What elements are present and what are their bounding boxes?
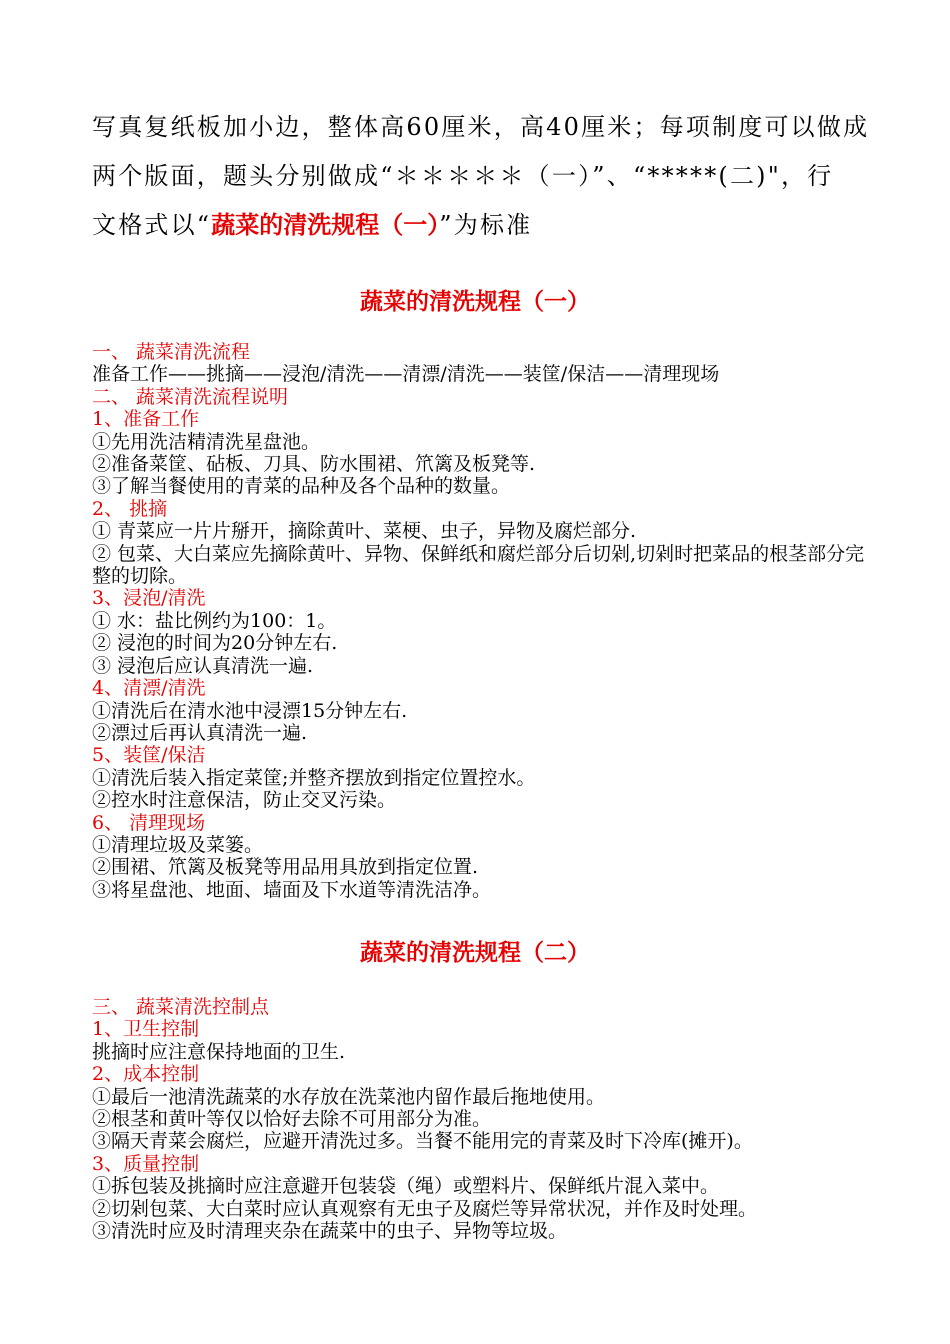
procedure-line: 准备工作——挑摘——浸泡/清洗——清漂/清洗——装筐/保洁——清理现场 bbox=[92, 363, 720, 386]
procedure-line: ①先用洗洁精清洗星盘池。 bbox=[92, 430, 321, 453]
intro-line-3 bbox=[92, 201, 872, 250]
procedure-line: ①最后一池清洗蔬菜的水存放在洗菜池内留作最后拖地使用。 bbox=[92, 1085, 606, 1108]
procedure-line: ②切剁包菜、大白菜时应认真观察有无虫子及腐烂等异常状况，并作及时处理。 bbox=[92, 1197, 758, 1220]
procedure-line: ①清洗后装入指定菜筐;并整齐摆放到指定位置控水。 bbox=[92, 766, 536, 789]
procedure-line: ③清洗时应及时清理夹杂在蔬菜中的虫子、异物等垃圾。 bbox=[92, 1220, 568, 1243]
intro-paragraph bbox=[92, 103, 872, 250]
procedure-line: 挑摘时应注意保持地面的卫生. bbox=[92, 1040, 346, 1063]
intro-line-2: 两个版面，题头分别做成“＊＊＊＊＊（一）”、“*****(二)"，行 bbox=[92, 162, 834, 190]
procedure-line: ① 水：盐比例约为100：1。 bbox=[92, 609, 337, 632]
section-heading: 二、 蔬菜清洗流程说明 bbox=[92, 385, 289, 408]
procedure-line: ①拆包装及挑摘时应注意避开包装袋（绳）或塑料片、保鲜纸片混入菜中。 bbox=[92, 1175, 720, 1198]
intro-highlight: 蔬菜的清洗规程（一） bbox=[211, 211, 440, 239]
intro-line-3-suffix: ”为标准 bbox=[439, 211, 533, 239]
procedure-line: ①清理垃圾及菜篓。 bbox=[92, 833, 264, 856]
procedure-line: ②控水时注意保洁，防止交叉污染。 bbox=[92, 789, 397, 812]
procedure-line: ③隔天青菜会腐烂，应避开清洗过多。当餐不能用完的青菜及时下冷库(摊开)。 bbox=[92, 1130, 753, 1153]
section-title-1: 蔬菜的清洗规程（一） bbox=[360, 289, 590, 315]
intro-line-1: 写真复纸板加小边，整体高60厘米，高40厘米；每项制度可以做成 bbox=[92, 113, 870, 141]
section-heading: 4、清漂/清洗 bbox=[92, 677, 206, 700]
procedure-line: ②围裙、笊篱及板凳等用品用具放到指定位置. bbox=[92, 856, 479, 879]
procedure-line: ② 浸泡的时间为20分钟左右. bbox=[92, 632, 338, 655]
procedure-line: ②根茎和黄叶等仅以恰好去除不可用部分为准。 bbox=[92, 1108, 492, 1131]
section-heading: 一、 蔬菜清洗流程 bbox=[92, 341, 251, 363]
procedure-line: ③了解当餐使用的青菜的品种及各个品种的数量。 bbox=[92, 475, 511, 498]
procedure-line: ① 青菜应一片片掰开，摘除黄叶、菜梗、虫子，异物及腐烂部分. bbox=[92, 520, 637, 543]
intro-line-3-prefix: 文格式以“ bbox=[92, 211, 212, 239]
procedure-part-2 bbox=[92, 996, 882, 1242]
procedure-line: ①清洗后在清水池中浸漂15分钟左右. bbox=[92, 699, 408, 722]
section-heading: 6、 清理现场 bbox=[92, 811, 206, 834]
procedure-part-1 bbox=[92, 341, 882, 901]
section-heading: 1、卫生控制 bbox=[92, 1018, 200, 1041]
section-heading: 2、成本控制 bbox=[92, 1063, 200, 1086]
procedure-line: ②漂过后再认真清洗一遍. bbox=[92, 721, 308, 744]
procedure-line: ③将星盘池、地面、墙面及下水道等清洗洁净。 bbox=[92, 878, 492, 901]
section-heading: 3、质量控制 bbox=[92, 1152, 200, 1175]
section-heading: 5、装筐/保洁 bbox=[92, 744, 206, 767]
procedure-line: ②准备菜筐、砧板、刀具、防水围裙、笊篱及板凳等. bbox=[92, 453, 536, 476]
procedure-line: ③ 浸泡后应认真清洗一遍. bbox=[92, 654, 314, 677]
section-heading: 1、准备工作 bbox=[92, 408, 200, 431]
section-heading: 三、 蔬菜清洗控制点 bbox=[92, 996, 270, 1018]
procedure-line: ② 包菜、大白菜应先摘除黄叶、异物、保鲜纸和腐烂部分后切剁,切剁时把菜品的根茎部分完整的切除。 bbox=[92, 542, 865, 588]
section-heading: 2、 挑摘 bbox=[92, 497, 168, 520]
section-heading: 3、浸泡/清洗 bbox=[92, 587, 206, 610]
section-title-2: 蔬菜的清洗规程（二） bbox=[360, 940, 590, 966]
